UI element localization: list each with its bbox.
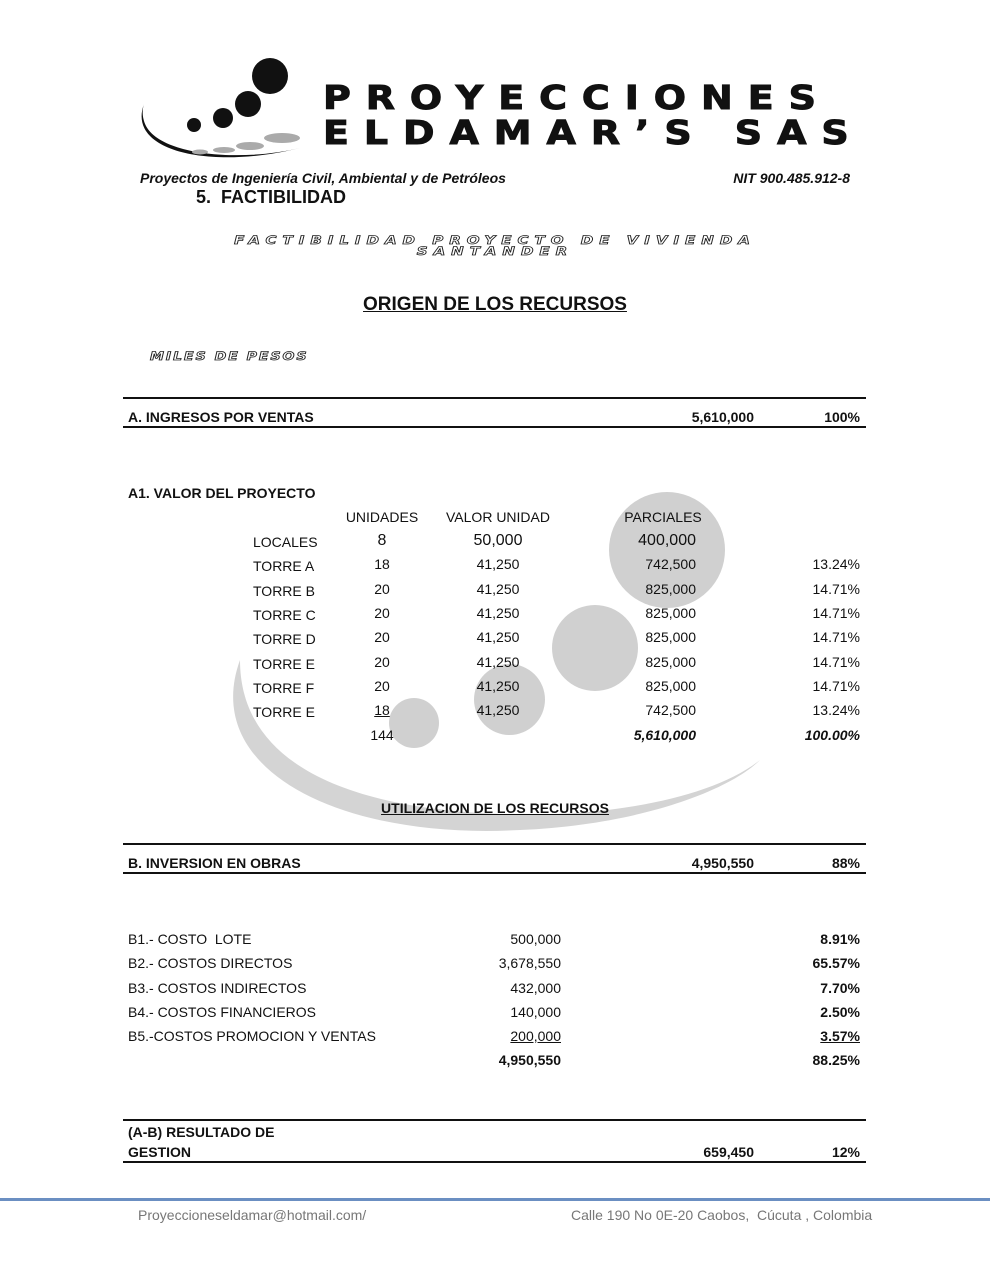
row-pct: 13.24%	[812, 556, 860, 573]
cost-value: 3,678,550	[498, 955, 561, 972]
row-unit-value: 41,250	[476, 580, 520, 597]
row-partial: 742,500	[645, 556, 696, 573]
row-partial: 742,500	[645, 702, 696, 719]
header-unit-value: VALOR UNIDAD	[446, 509, 550, 525]
total-pct: 100.00%	[804, 727, 860, 743]
row-name: TORRE D	[253, 631, 316, 648]
row-unit-value: 41,250	[476, 629, 520, 646]
row-unit-value: 41,250	[476, 653, 520, 670]
company-tagline: Proyectos de Ingeniería Civil, Ambiental y de Petróleos	[140, 170, 506, 186]
row-name: LOCALES	[253, 534, 318, 550]
watermark-dot-medium	[552, 605, 638, 691]
row-name: TORRE C	[253, 606, 316, 623]
utilization-title: UTILIZACION DE LOS RECURSOS	[381, 800, 609, 816]
header-partials: PARCIALES	[624, 509, 702, 525]
row-pct: 14.71%	[812, 604, 860, 621]
section-ab-pct: 12%	[831, 1144, 860, 1160]
row-units: 20	[374, 580, 390, 597]
row-pct: 14.71%	[812, 677, 860, 694]
cost-pct: 7.70%	[820, 979, 860, 996]
footer-address: Calle 190 No 0E-20 Caobos, Cúcuta , Colombia	[571, 1207, 873, 1223]
page-title: ORIGEN DE LOS RECURSOS	[363, 294, 627, 315]
row-pct: 14.71%	[812, 580, 860, 597]
company-logo-icon	[132, 52, 312, 172]
cost-pct: 65.57%	[812, 955, 860, 972]
row-partial: 825,000	[645, 677, 696, 694]
row-units: 20	[374, 677, 390, 694]
divider	[123, 872, 866, 874]
divider	[123, 426, 866, 428]
section-ab-value: 659,450	[703, 1144, 754, 1160]
header-units: UNIDADES	[345, 509, 419, 525]
section-ab-label-2: GESTION	[128, 1144, 192, 1160]
row-partial: 825,000	[645, 604, 696, 621]
cost-name: B4.- COSTOS FINANCIEROS	[128, 1003, 316, 1020]
cost-value: 140,000	[510, 1003, 561, 1020]
cost-name: B3.- COSTOS INDIRECTOS	[128, 979, 307, 996]
divider	[123, 397, 866, 399]
section-heading: 5. FACTIBILIDAD	[196, 187, 347, 207]
cost-value: 500,000	[510, 931, 561, 947]
banner-line-2: SANTANDER	[416, 244, 574, 258]
section-b-value: 4,950,550	[691, 855, 754, 871]
row-units: 18	[374, 702, 390, 719]
total-units: 144	[370, 727, 394, 743]
cost-value: 432,000	[510, 979, 561, 996]
banner-line-1: FACTIBILIDAD PROYECTO DE VIVIENDA	[234, 233, 756, 247]
logo-line-1: PROYECCIONES	[323, 78, 831, 117]
row-partial: 400,000	[638, 532, 696, 549]
row-pct: 13.24%	[812, 702, 860, 719]
row-units: 20	[374, 629, 390, 646]
row-unit-value: 41,250	[476, 677, 520, 694]
section-b-pct: 88%	[831, 855, 860, 871]
divider	[123, 1119, 866, 1121]
row-name: TORRE E	[253, 655, 315, 672]
section-b-total-value: 4,950,550	[498, 1052, 561, 1068]
row-units: 18	[374, 556, 390, 573]
cost-value: 200,000	[510, 1028, 561, 1045]
row-unit-value: 41,250	[476, 702, 520, 719]
row-unit-value: 41,250	[476, 556, 520, 573]
row-partial: 825,000	[645, 580, 696, 597]
row-unit-value: 41,250	[476, 604, 520, 621]
footer-rule	[0, 1198, 990, 1201]
units-label: MILES DE PESOS	[150, 350, 309, 364]
cost-pct: 2.50%	[820, 1003, 860, 1020]
section-a1-label: A1. VALOR DEL PROYECTO	[128, 485, 316, 501]
row-unit-value: 50,000	[473, 532, 523, 549]
cost-name: B5.-COSTOS PROMOCION Y VENTAS	[128, 1028, 376, 1045]
row-name: TORRE F	[253, 679, 315, 696]
cost-pct: 8.91%	[820, 931, 860, 947]
logo-line-2: ELDAMAR’S SAS	[323, 113, 864, 152]
divider	[123, 843, 866, 845]
divider	[123, 1161, 866, 1163]
footer-email[interactable]: Proyeccioneseldamar@hotmail.com/	[138, 1207, 367, 1223]
row-name: TORRE B	[253, 582, 315, 599]
row-partial: 825,000	[645, 629, 696, 646]
row-units: 20	[374, 653, 390, 670]
section-ab-label-1: (A-B) RESULTADO DE	[128, 1124, 275, 1140]
section-a-value: 5,610,000	[691, 409, 754, 425]
row-name: TORRE E	[253, 704, 315, 721]
total-partial: 5,610,000	[633, 727, 696, 743]
row-units: 8	[377, 532, 387, 549]
cost-name: B2.- COSTOS DIRECTOS	[128, 955, 293, 972]
company-nit: NIT 900.485.912-8	[733, 170, 850, 186]
row-pct: 14.71%	[812, 629, 860, 646]
section-a-label: A. INGRESOS POR VENTAS	[128, 409, 314, 425]
cost-pct: 3.57%	[820, 1028, 860, 1045]
cost-name: B1.- COSTO LOTE	[128, 931, 252, 947]
row-pct: 14.71%	[812, 653, 860, 670]
section-b-label: B. INVERSION EN OBRAS	[128, 855, 301, 871]
row-units: 20	[374, 604, 390, 621]
row-name: TORRE A	[253, 558, 315, 575]
watermark-dot-small	[474, 664, 545, 735]
section-a-pct: 100%	[824, 409, 860, 425]
row-partial: 825,000	[645, 653, 696, 670]
section-b-total-pct: 88.25%	[812, 1052, 860, 1068]
